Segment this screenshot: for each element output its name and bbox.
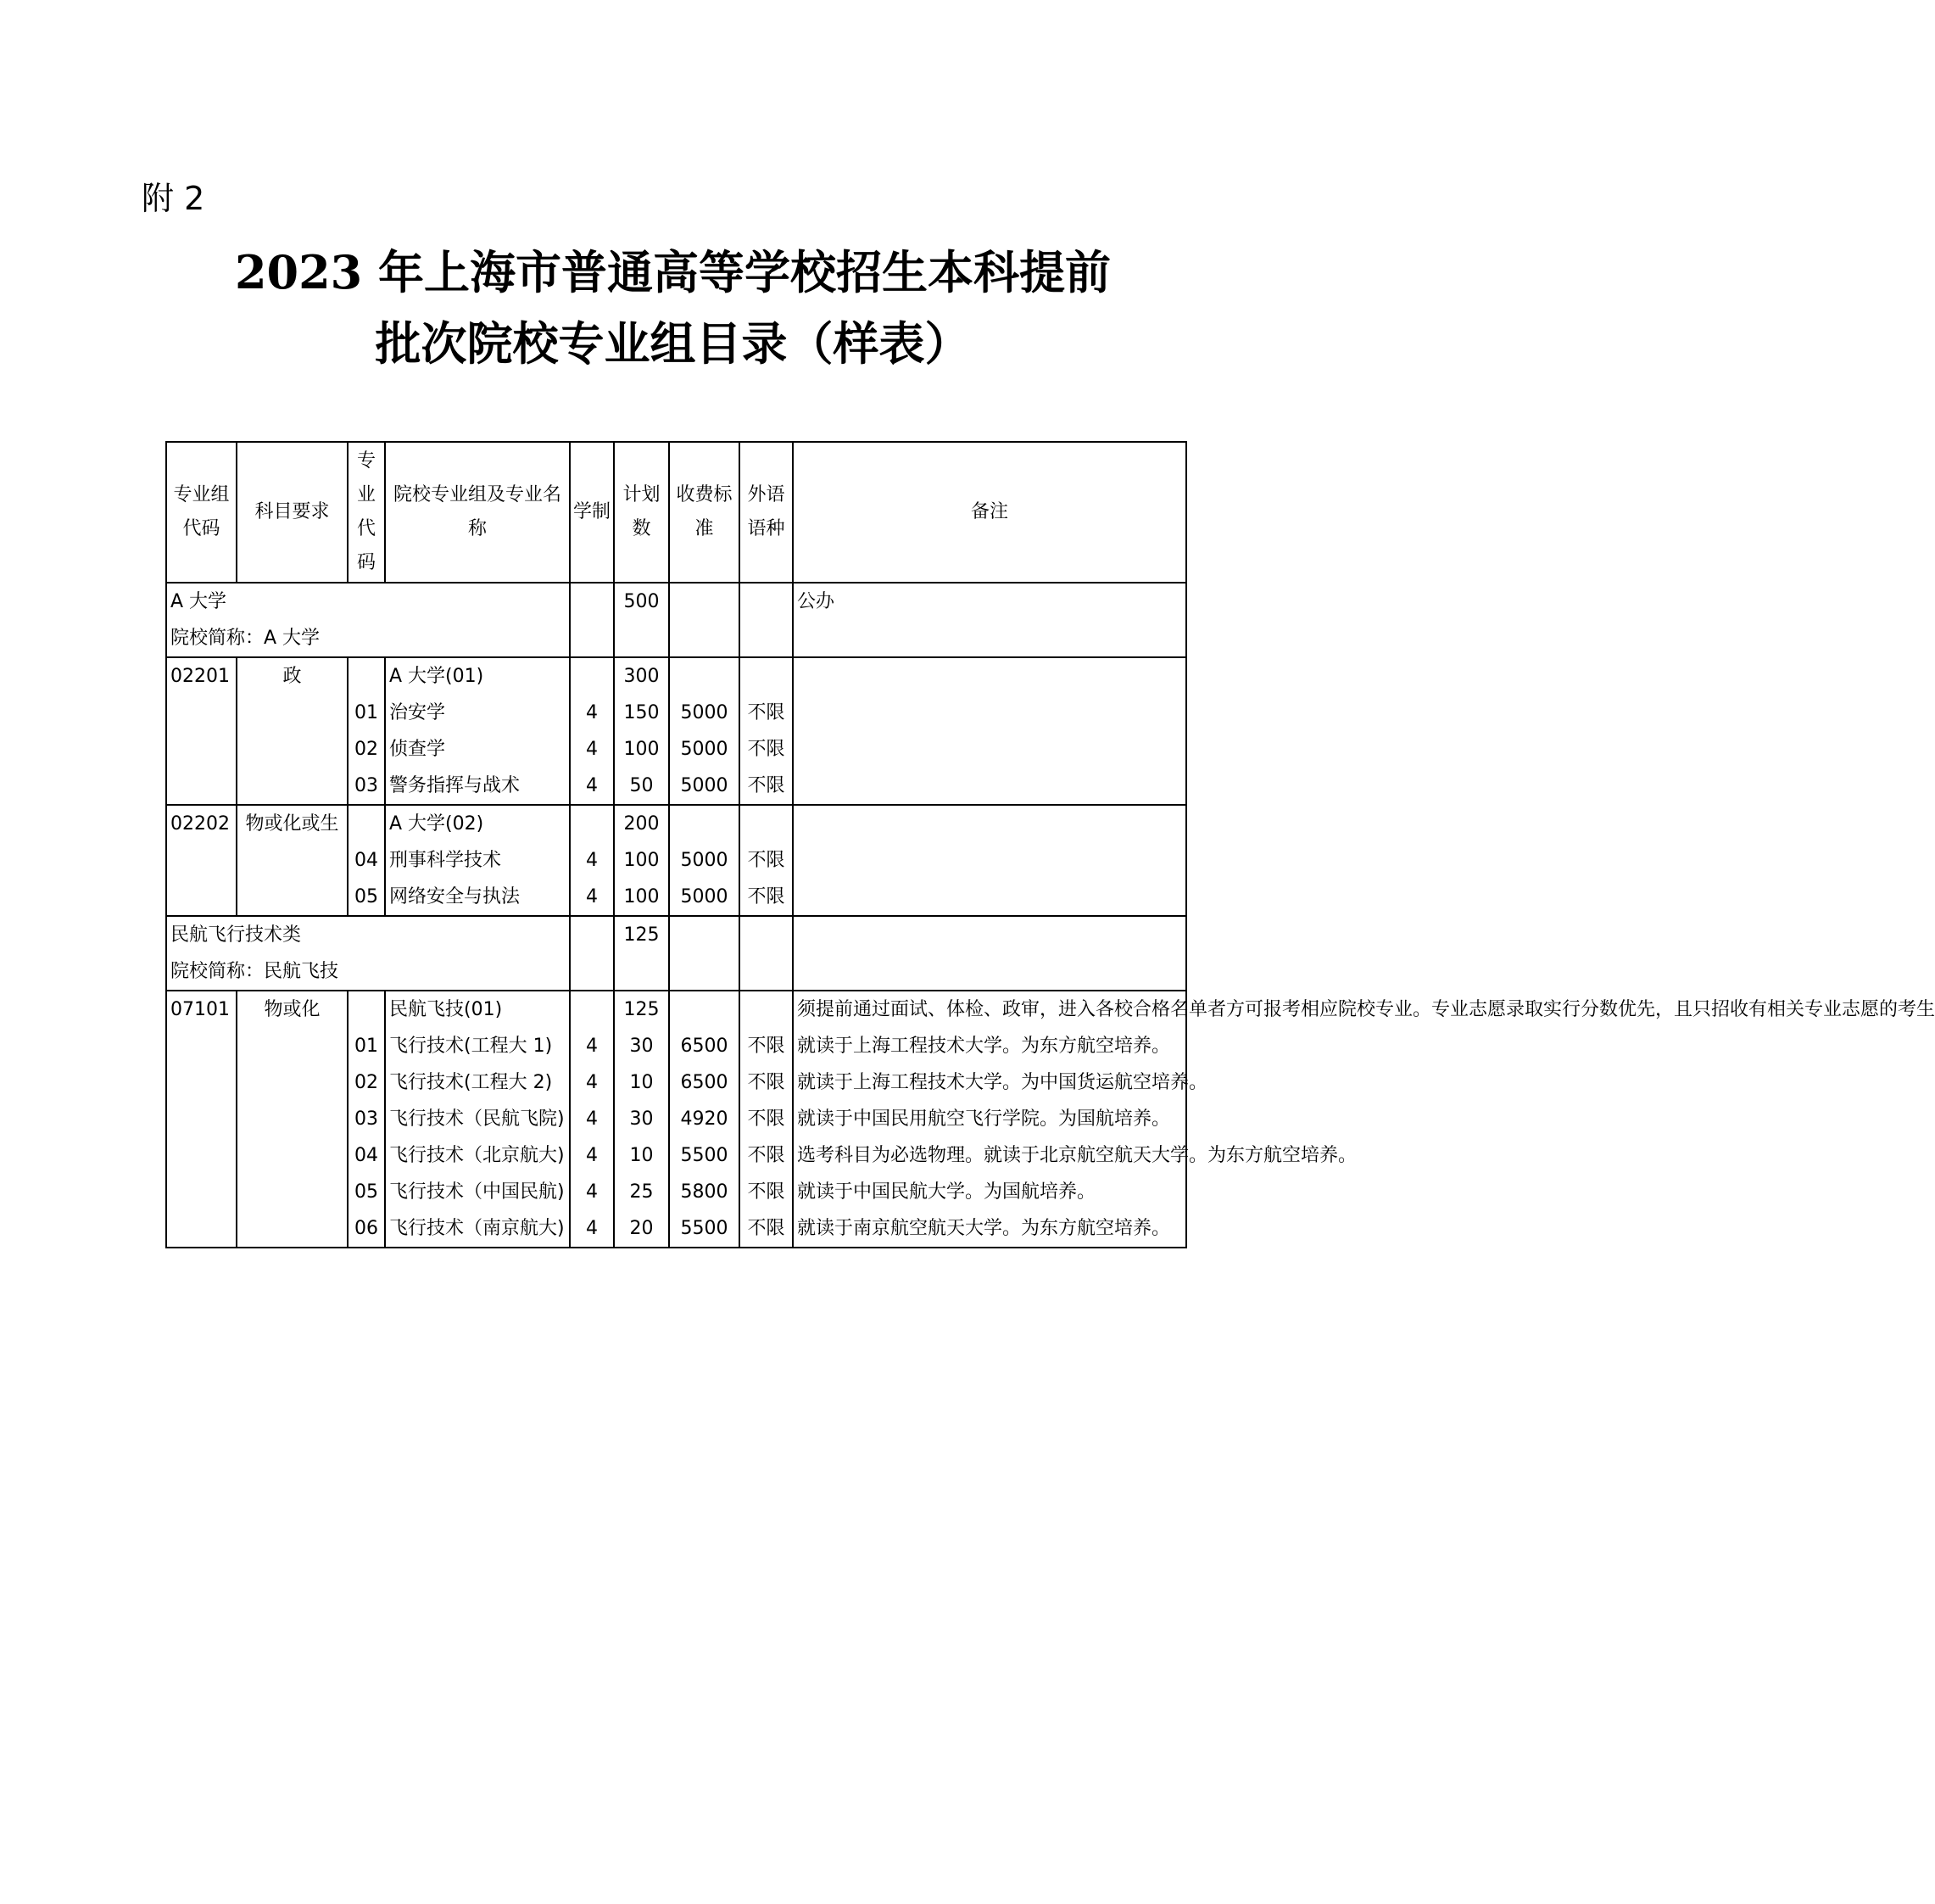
major-name: 飞行技术（南京航大) [385, 1210, 570, 1248]
major-code: 02 [348, 731, 385, 768]
major-remark: 就读于南京航空航天大学。为东方航空培养。 [793, 1210, 1186, 1248]
major-fee: 6500 [669, 1064, 739, 1101]
major-years: 4 [570, 1028, 614, 1064]
major-code: 03 [348, 1101, 385, 1137]
major-name: 网络安全与执法 [385, 879, 570, 916]
group-name: A 大学(01) [385, 657, 570, 695]
major-plan: 20 [614, 1210, 669, 1248]
header-remark: 备注 [793, 442, 1186, 583]
major-name: 警务指挥与战术 [385, 768, 570, 805]
major-name: 飞行技术（中国民航) [385, 1174, 570, 1210]
major-years: 4 [570, 1210, 614, 1248]
institution-remark: 公办 [793, 583, 1186, 620]
institution-row [166, 916, 1186, 953]
group-plan: 200 [614, 805, 669, 842]
major-name: 飞行技术(工程大 2) [385, 1064, 570, 1101]
major-code: 01 [348, 1028, 385, 1064]
group-plan: 125 [614, 991, 669, 1028]
institution-plan: 500 [614, 583, 669, 620]
major-years: 4 [570, 768, 614, 805]
major-code: 01 [348, 695, 385, 731]
major-remark [793, 842, 1186, 879]
cell-empty [739, 583, 793, 620]
institution-remark [793, 916, 1186, 953]
major-code: 05 [348, 879, 385, 916]
group-name: A 大学(02) [385, 805, 570, 842]
major-language: 不限 [739, 731, 793, 768]
catalog-table [165, 441, 1935, 1248]
major-name: 飞行技术（北京航大) [385, 1137, 570, 1174]
header-name: 院校专业组及专业名称 [385, 442, 570, 583]
major-row [166, 1064, 1186, 1101]
major-remark: 就读于中国民用航空飞行学院。为国航培养。 [793, 1101, 1186, 1137]
major-plan: 50 [614, 768, 669, 805]
major-row [166, 879, 1186, 916]
major-years: 4 [570, 1137, 614, 1174]
institution-short-name: 院校简称：A 大学 [166, 620, 570, 657]
major-fee: 5000 [669, 879, 739, 916]
major-code: 04 [348, 1137, 385, 1174]
major-language: 不限 [739, 768, 793, 805]
major-plan: 10 [614, 1064, 669, 1101]
group-remark: 须提前通过面试、体检、政审，进入各校合格名单者方可报考相应院校专业。专业志愿录取实行分数优先，且只招收有相关专业志愿的考生 [793, 991, 1186, 1028]
major-row [166, 768, 1186, 805]
major-fee: 5000 [669, 842, 739, 879]
group-subject: 政 [237, 657, 348, 695]
major-language: 不限 [739, 1064, 793, 1101]
group-remark [793, 805, 1186, 842]
major-name: 治安学 [385, 695, 570, 731]
major-code: 02 [348, 1064, 385, 1101]
major-plan: 10 [614, 1137, 669, 1174]
group-code: 02202 [166, 805, 237, 842]
major-row [166, 1210, 1186, 1248]
group-row [166, 991, 1186, 1028]
institution-short-row [166, 620, 1186, 657]
major-plan: 100 [614, 879, 669, 916]
document-title-line-2: 批次院校专业组目录（样表） [375, 316, 971, 371]
major-fee: 5000 [669, 695, 739, 731]
major-language: 不限 [739, 1210, 793, 1248]
cell-empty [570, 583, 614, 620]
institution-row [166, 583, 1186, 620]
major-years: 4 [570, 879, 614, 916]
major-remark: 就读于中国民航大学。为国航培养。 [793, 1174, 1186, 1210]
major-years: 4 [570, 731, 614, 768]
major-years: 4 [570, 1174, 614, 1210]
header-row [166, 442, 1186, 583]
group-subject: 物或化或生 [237, 805, 348, 842]
header-years: 学制 [570, 442, 614, 583]
institution-name: 民航飞行技术类 [166, 916, 570, 953]
group-code: 07101 [166, 991, 237, 1028]
major-fee: 5000 [669, 731, 739, 768]
major-years: 4 [570, 1101, 614, 1137]
major-row [166, 1137, 1186, 1174]
major-language: 不限 [739, 842, 793, 879]
major-language: 不限 [739, 1137, 793, 1174]
header-major-code: 专业代码 [348, 442, 385, 583]
group-subject: 物或化 [237, 991, 348, 1028]
major-row [166, 1028, 1186, 1064]
major-plan: 25 [614, 1174, 669, 1210]
header-fee: 收费标准 [669, 442, 739, 583]
institution-plan: 125 [614, 916, 669, 953]
major-remark [793, 695, 1186, 731]
major-language: 不限 [739, 1174, 793, 1210]
major-fee: 5800 [669, 1174, 739, 1210]
major-language: 不限 [739, 879, 793, 916]
group-row [166, 805, 1186, 842]
attachment-label: 附 2 [142, 180, 205, 217]
major-row [166, 842, 1186, 879]
major-row [166, 1174, 1186, 1210]
major-name: 侦查学 [385, 731, 570, 768]
major-fee: 5000 [669, 768, 739, 805]
major-remark [793, 879, 1186, 916]
major-years: 4 [570, 1064, 614, 1101]
group-name: 民航飞技(01) [385, 991, 570, 1028]
institution-short-row [166, 953, 1186, 991]
header-group-code: 专业组代码 [166, 442, 237, 583]
group-row [166, 657, 1186, 695]
major-code: 03 [348, 768, 385, 805]
document-title-line-1: 2023 年上海市普通高等学校招生本科提前 [234, 245, 1112, 299]
major-row [166, 695, 1186, 731]
major-years: 4 [570, 842, 614, 879]
major-name: 飞行技术(工程大 1) [385, 1028, 570, 1064]
major-plan: 100 [614, 731, 669, 768]
institution-short-name: 院校简称：民航飞技 [166, 953, 570, 991]
major-row [166, 731, 1186, 768]
major-language: 不限 [739, 695, 793, 731]
major-fee: 5500 [669, 1137, 739, 1174]
major-remark: 就读于上海工程技术大学。为中国货运航空培养。 [793, 1064, 1186, 1101]
group-code: 02201 [166, 657, 237, 695]
major-code: 05 [348, 1174, 385, 1210]
major-name: 飞行技术（民航飞院) [385, 1101, 570, 1137]
major-remark [793, 768, 1186, 805]
major-fee: 6500 [669, 1028, 739, 1064]
group-remark [793, 657, 1186, 695]
major-plan: 150 [614, 695, 669, 731]
major-code: 06 [348, 1210, 385, 1248]
major-years: 4 [570, 695, 614, 731]
major-remark [793, 731, 1186, 768]
major-row [166, 1101, 1186, 1137]
major-language: 不限 [739, 1101, 793, 1137]
major-fee: 4920 [669, 1101, 739, 1137]
header-plan: 计划数 [614, 442, 669, 583]
major-plan: 100 [614, 842, 669, 879]
major-code: 04 [348, 842, 385, 879]
institution-name: A 大学 [166, 583, 570, 620]
header-language: 外语语种 [739, 442, 793, 583]
major-name: 刑事科学技术 [385, 842, 570, 879]
header-subject-requirement: 科目要求 [237, 442, 348, 583]
major-language: 不限 [739, 1028, 793, 1064]
major-remark: 就读于上海工程技术大学。为东方航空培养。 [793, 1028, 1186, 1064]
group-plan: 300 [614, 657, 669, 695]
major-plan: 30 [614, 1101, 669, 1137]
major-remark: 选考科目为必选物理。就读于北京航空航天大学。为东方航空培养。 [793, 1137, 1186, 1174]
cell-empty [669, 583, 739, 620]
major-fee: 5500 [669, 1210, 739, 1248]
major-plan: 30 [614, 1028, 669, 1064]
